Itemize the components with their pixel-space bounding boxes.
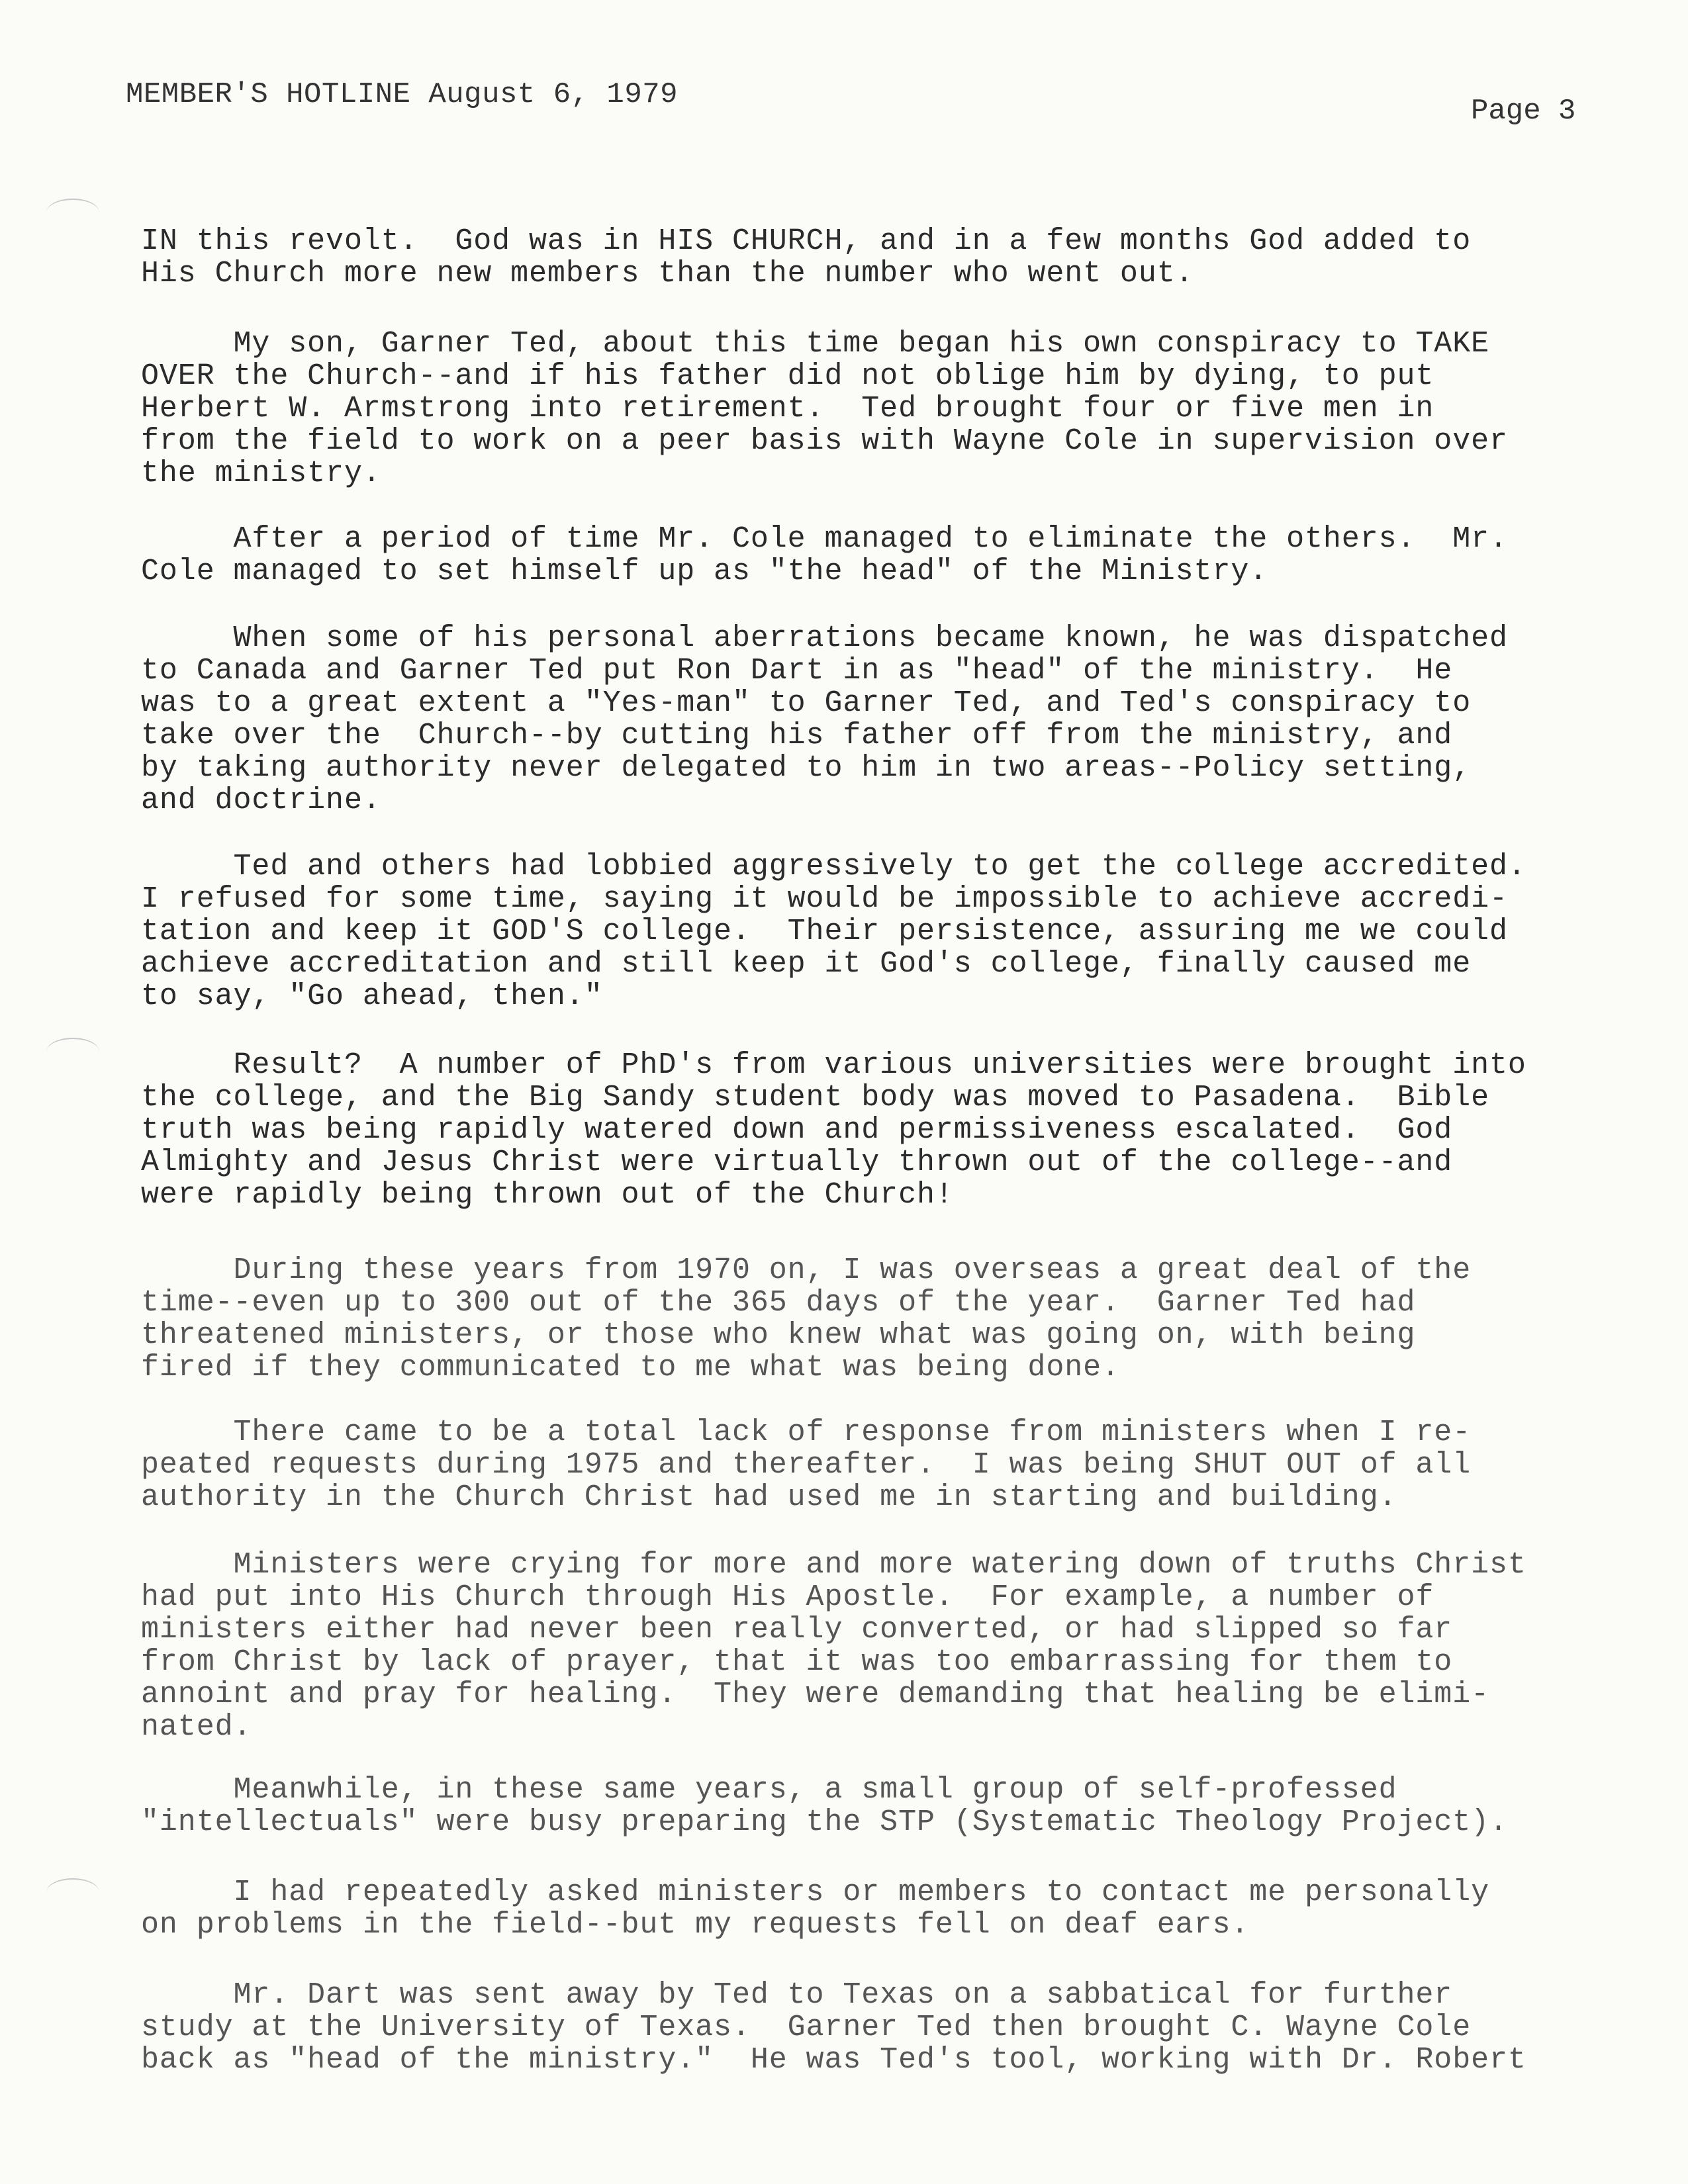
text-line: authority in the Church Christ had used me in starting and building. — [141, 1480, 1397, 1514]
text-line: achieve accreditation and still keep it God's college, finally caused me — [141, 947, 1472, 981]
text-line: to Canada and Garner Ted put Ron Dart in as "head" of the ministry. He — [141, 654, 1453, 688]
text-line: After a period of time Mr. Cole managed to eliminate the others. Mr. — [141, 522, 1508, 556]
text-line: My son, Garner Ted, about this time began his own conspiracy to TAKE — [141, 327, 1490, 361]
paragraph — [141, 850, 1644, 1013]
text-line: "intellectuals" were busy preparing the STP (Systematic Theology Project). — [141, 1805, 1508, 1839]
text-line: time--even up to 300 out of the 365 days of the year. Garner Ted had — [141, 1286, 1416, 1320]
text-line: to say, "Go ahead, then." — [141, 979, 603, 1013]
text-line: on problems in the field--but my requests fell on deaf ears. — [141, 1908, 1250, 1942]
text-line: truth was being rapidly watered down and permissiveness escalated. God — [141, 1113, 1453, 1147]
text-line: were rapidly being thrown out of the Church! — [141, 1178, 954, 1212]
paragraph — [141, 225, 1644, 290]
text-line: I had repeatedly asked ministers or members to contact me personally — [141, 1876, 1490, 1909]
text-line: Mr. Dart was sent away by Ted to Texas on a sabbatical for further — [141, 1978, 1453, 2012]
text-line: peated requests during 1975 and thereafter. I was being SHUT OUT of all — [141, 1448, 1472, 1482]
paragraph — [141, 1049, 1644, 1211]
text-line: from the field to work on a peer basis with Wayne Cole in supervision over — [141, 424, 1508, 458]
text-line: IN this revolt. God was in HIS CHURCH, and in a few months God added to — [141, 224, 1472, 258]
paragraph — [141, 1876, 1644, 1941]
text-line: back as "head of the ministry." He was Ted's tool, working with Dr. Robert — [141, 2043, 1526, 2077]
text-line: Almighty and Jesus Christ were virtually thrown out of the college--and — [141, 1146, 1453, 1179]
text-line: During these years from 1970 on, I was overseas a great deal of the — [141, 1253, 1472, 1287]
text-line: Herbert W. Armstrong into retirement. Ted brought four or five men in — [141, 392, 1434, 426]
text-line: from Christ by lack of prayer, that it was too embarrassing for them to — [141, 1645, 1453, 1679]
page-number: Page 3 — [1471, 95, 1576, 128]
punch-hole-mark — [46, 1878, 99, 1906]
text-line: Meanwhile, in these same years, a small group of self-professed — [141, 1773, 1397, 1807]
text-line: the college, and the Big Sandy student body was moved to Pasadena. Bible — [141, 1081, 1490, 1115]
text-line: I refused for some time, saying it would be impossible to achieve accredi- — [141, 882, 1508, 916]
text-line: study at the University of Texas. Garner Ted then brought C. Wayne Cole — [141, 2011, 1472, 2044]
text-line: annoint and pray for healing. They were demanding that healing be elimi- — [141, 1678, 1490, 1711]
text-line: nated. — [141, 1710, 252, 1744]
text-line: Cole managed to set himself up as "the head" of the Ministry. — [141, 555, 1268, 588]
punch-hole-mark — [46, 1038, 99, 1066]
page-header-title: MEMBER'S HOTLINE August 6, 1979 — [126, 78, 679, 111]
text-line: Ted and others had lobbied aggressively to get the college accredited. — [141, 850, 1526, 884]
paragraph — [141, 622, 1644, 817]
text-line: There came to be a total lack of response from ministers when I re- — [141, 1416, 1472, 1449]
text-line: tation and keep it GOD'S college. Their persistence, assuring me we could — [141, 915, 1508, 948]
text-line: OVER the Church--and if his father did not oblige him by dying, to put — [141, 359, 1434, 393]
paragraph — [141, 1774, 1644, 1839]
paragraph — [141, 523, 1644, 588]
paragraph — [141, 1254, 1644, 1384]
text-line: by taking authority never delegated to him in two areas--Policy setting, — [141, 751, 1472, 785]
text-line: was to a great extent a "Yes-man" to Garner Ted, and Ted's conspiracy to — [141, 686, 1472, 720]
text-line: His Church more new members than the number who went out. — [141, 257, 1194, 291]
text-line: Result? A number of PhD's from various universities were brought into — [141, 1048, 1526, 1082]
paragraph — [141, 1549, 1644, 1743]
paragraph — [141, 328, 1644, 490]
paragraph — [141, 1416, 1644, 1514]
text-line: threatened ministers, or those who knew what was going on, with being — [141, 1318, 1416, 1352]
text-line: ministers either had never been really converted, or had slipped so far — [141, 1613, 1453, 1647]
text-line: When some of his personal aberrations became known, he was dispatched — [141, 621, 1508, 655]
text-line: had put into His Church through His Apostle. For example, a number of — [141, 1580, 1434, 1614]
text-line: fired if they communicated to me what was being done. — [141, 1351, 1120, 1385]
punch-hole-mark — [46, 199, 99, 226]
text-line: take over the Church--by cutting his father off from the ministry, and — [141, 719, 1453, 752]
text-line: the ministry. — [141, 457, 381, 490]
paragraph — [141, 1979, 1644, 2076]
text-line: Ministers were crying for more and more watering down of truths Christ — [141, 1548, 1526, 1582]
text-line: and doctrine. — [141, 784, 381, 817]
